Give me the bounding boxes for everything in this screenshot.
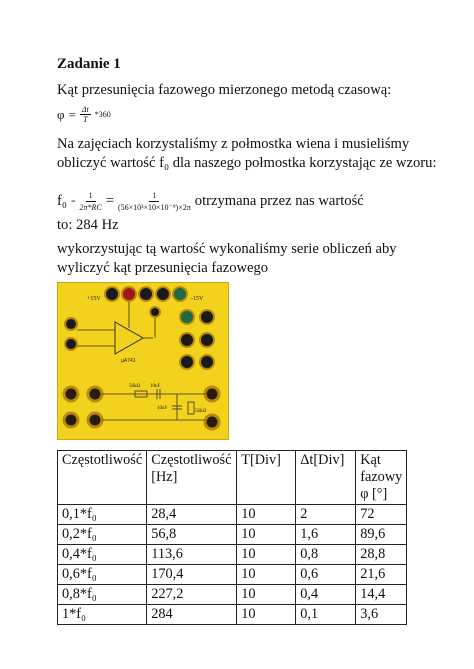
cell: 1*f₀ <box>58 605 147 625</box>
phi-symbol: φ <box>57 106 65 122</box>
fraction-1 <box>79 190 101 213</box>
cell: 0,6*f₀ <box>58 565 147 585</box>
formula-tail: otrzymana przez nas wartość <box>194 193 364 209</box>
cell: 3,6 <box>356 605 407 625</box>
cell: 0,1*f₀ <box>58 505 147 525</box>
cell: 14,4 <box>356 585 407 605</box>
fraction-2 <box>118 190 191 213</box>
header-frequency-hz: Częstotliwość [Hz] <box>147 451 237 505</box>
wien-bridge-board-photo <box>57 282 229 440</box>
table-row <box>58 605 407 625</box>
table-header-row <box>58 451 407 505</box>
fraction-1-denominator: 2π*RC <box>79 203 102 212</box>
cell: 28,4 <box>147 505 237 525</box>
r1-label: 56kΩ <box>129 384 141 389</box>
intro-line: Kąt przesunięcia fazowego mierzonego metodą czasową: <box>57 82 392 98</box>
cell: 10 <box>237 565 296 585</box>
f0-symbol: f₀ <box>57 193 67 209</box>
header-period: T[Div] <box>237 451 296 505</box>
formula-tail: *360 <box>94 110 111 119</box>
phase-formula <box>57 105 111 124</box>
header-delta-t: Δt[Div] <box>296 451 356 505</box>
cell: 28,8 <box>356 545 407 565</box>
f0-formula <box>57 190 364 213</box>
cell: 10 <box>237 605 296 625</box>
cell: 72 <box>356 505 407 525</box>
minus15-label: -15V <box>191 296 204 302</box>
cell: 113,6 <box>147 545 237 565</box>
cell: 0,4*f₀ <box>58 545 147 565</box>
heading: Zadanie 1 <box>57 56 121 72</box>
cell: 89,6 <box>356 525 407 545</box>
c1-label: 10nF <box>150 384 161 389</box>
table-row <box>58 565 407 585</box>
cell: 0,8*f₀ <box>58 585 147 605</box>
cell: 227,2 <box>147 585 237 605</box>
cell: 10 <box>237 525 296 545</box>
cell: 1,6 <box>296 525 356 545</box>
cell: 10 <box>237 505 296 525</box>
result-line: to: 284 Hz <box>57 217 119 233</box>
fraction-numerator: Δt <box>81 105 89 114</box>
equals-sign-1: = <box>70 197 76 206</box>
description-line: wykorzystując tą wartość wykonaliśmy serie obliczeń aby wyliczyć kąt przesunięcia fazowego <box>57 241 397 276</box>
r2-label: 56kΩ <box>195 409 207 414</box>
header-phase: Kąt fazowy φ [°] <box>356 451 407 505</box>
cell: 21,6 <box>356 565 407 585</box>
cell: 0,6 <box>296 565 356 585</box>
cell: 284 <box>147 605 237 625</box>
c2-label: 10nF <box>157 406 168 411</box>
cell: 10 <box>237 585 296 605</box>
power-sockets <box>105 287 187 301</box>
cell: 10 <box>237 545 296 565</box>
fraction-1-numerator: 1 <box>86 190 96 202</box>
plus15-label: +15V <box>87 296 101 302</box>
cell: 0,1 <box>296 605 356 625</box>
paragraph: Na zajęciach korzystaliśmy z połmostka wiena i musieliśmy obliczyć wartość f₀ dla naszego połmostka korzystając ze wzoru: <box>57 136 437 171</box>
fraction-2-denominator: (56×10³×10×10⁻⁹)×2π <box>117 203 191 212</box>
equals-sign-2: = <box>105 193 114 209</box>
table-row <box>58 525 407 545</box>
cell: 0,8 <box>296 545 356 565</box>
cell: 2 <box>296 505 356 525</box>
equals-sign: = <box>68 106 76 122</box>
cell: 170,4 <box>147 565 237 585</box>
fraction-denominator: T <box>83 115 88 124</box>
chip-label: µA741 <box>121 358 136 364</box>
header-frequency: Częstotliwość <box>58 451 147 505</box>
table-row <box>58 545 407 565</box>
fraction <box>80 105 91 124</box>
fraction-2-numerator: 1 <box>149 190 159 202</box>
table-row <box>58 505 407 525</box>
cell: 0,4 <box>296 585 356 605</box>
cell: 56,8 <box>147 525 237 545</box>
table-row <box>58 585 407 605</box>
measurement-table <box>57 450 407 625</box>
cell: 0,2*f₀ <box>58 525 147 545</box>
